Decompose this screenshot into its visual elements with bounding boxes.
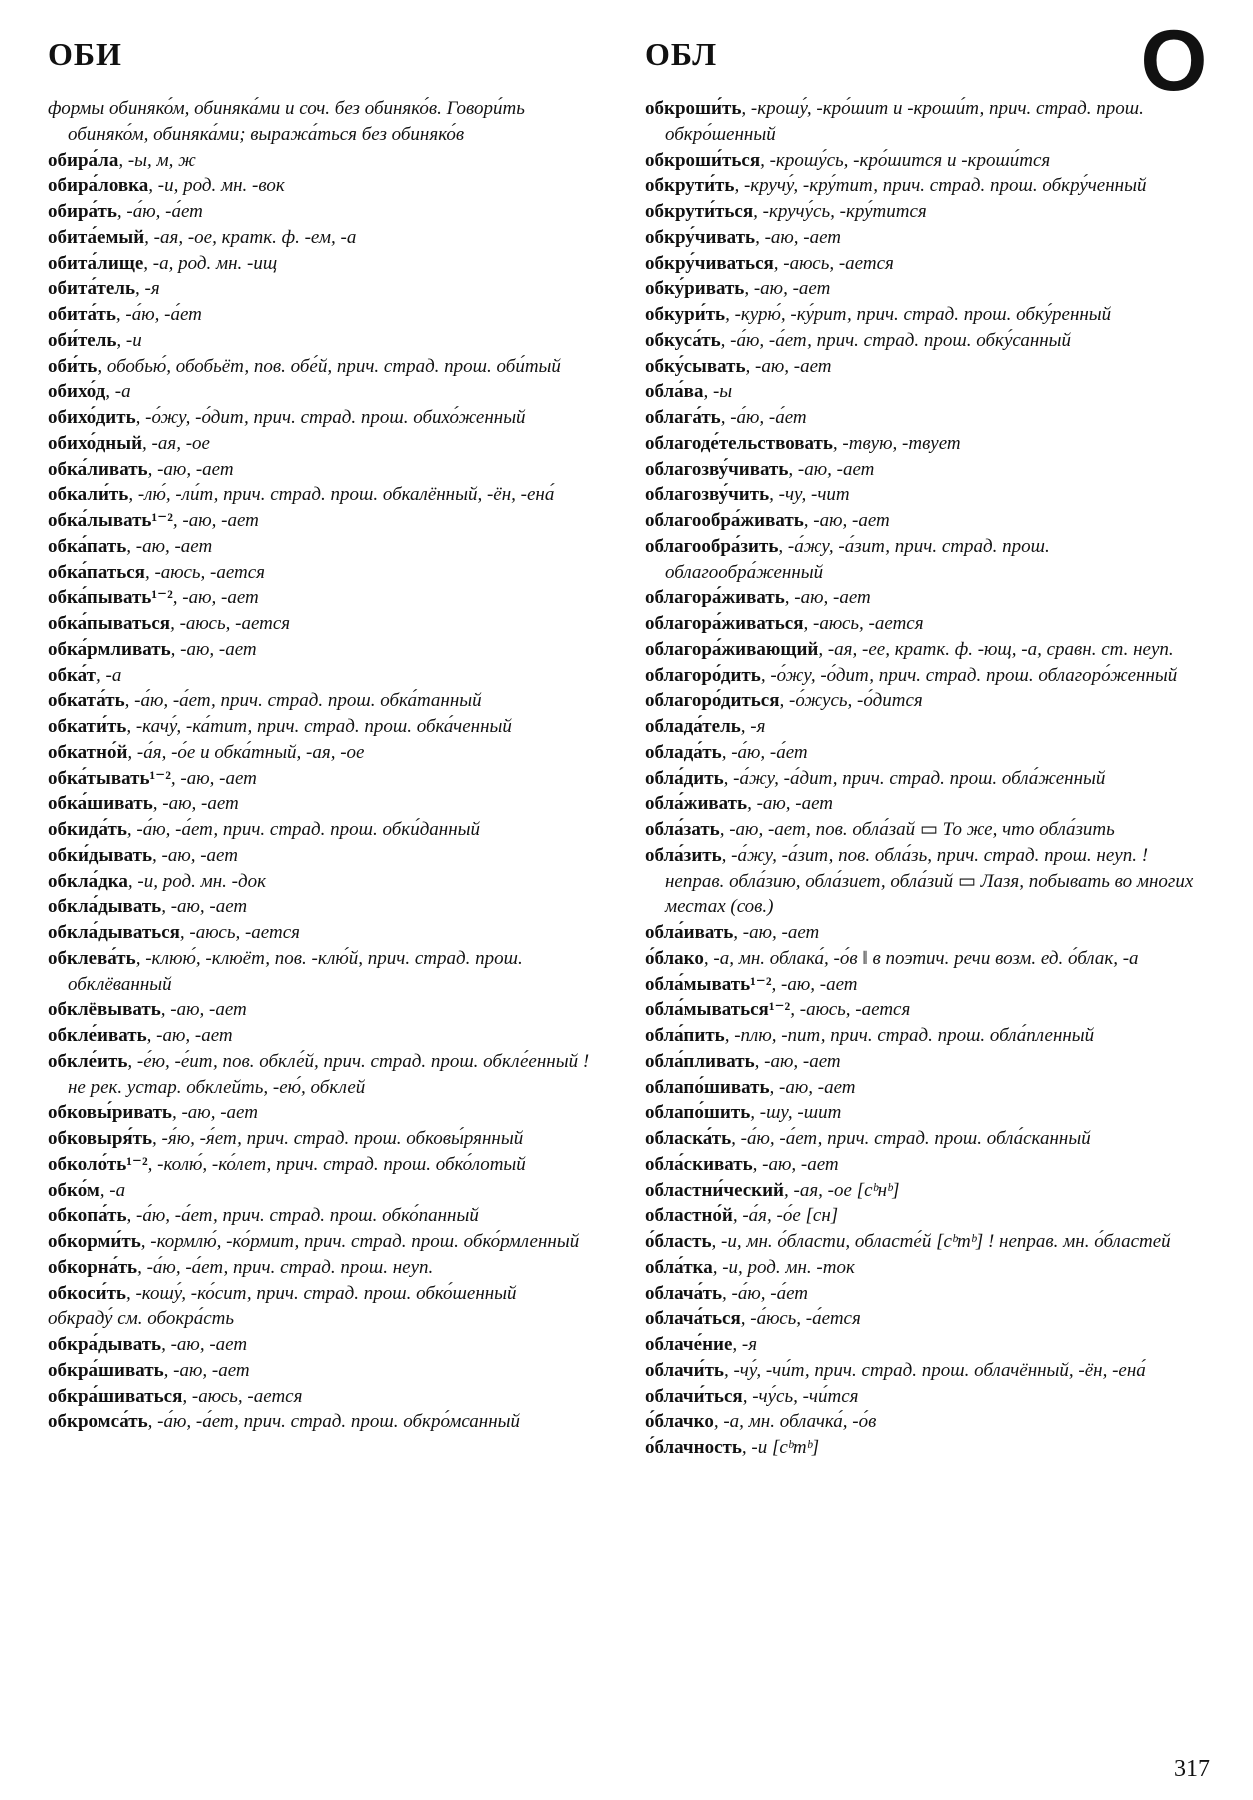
entry-forms: , -плю, -пит, прич. страд. прош. обла́пленный: [724, 1025, 1095, 1046]
dictionary-entry: [48, 225, 608, 251]
headword: обка́пываться: [48, 613, 171, 634]
dictionary-entry: [645, 96, 1205, 148]
entry-forms: , -аю, -ает: [172, 510, 259, 531]
headword: обка́паться: [48, 561, 145, 583]
headword: обката́ть: [48, 690, 125, 712]
entry-forms: , -и, род. мн. -вок: [148, 175, 285, 197]
dictionary-entry: [645, 766, 1205, 792]
entry-forms: , -и: [116, 329, 142, 351]
entry-forms: , -аюсь, -ается: [182, 1385, 303, 1407]
dictionary-entry: [645, 405, 1205, 431]
dictionary-entry: [645, 1409, 1205, 1435]
dictionary-entry: [48, 997, 608, 1023]
headword: обкра́дывать: [48, 1334, 162, 1355]
headword: обка́шивать: [48, 793, 153, 815]
headword: облагообра́живать: [645, 510, 804, 531]
headword: обира́ла: [48, 149, 119, 171]
entry-forms: , -твую, -твует: [832, 432, 961, 454]
dictionary-entry: [48, 1332, 608, 1358]
dictionary-entry: [48, 354, 608, 380]
headword: обкопа́ть: [48, 1205, 127, 1227]
dictionary-entry: [48, 585, 608, 611]
dictionary-entry: [48, 1409, 608, 1435]
dictionary-entry: [645, 199, 1205, 225]
dictionary-entry: [48, 817, 608, 843]
headword: обла́скивать: [645, 1153, 753, 1175]
dictionary-entry: [48, 1023, 608, 1049]
entry-forms: , -аю, -ает: [747, 793, 834, 815]
entry-forms: , -крошу́, -кро́шит и -кроши́т, прич. страд. прош. обкро́шенный: [665, 98, 1144, 145]
entry-forms: , -ая, -ое, кратк. ф. -ем, -а: [144, 226, 357, 248]
entry-forms: , -а́ю, -а́ет, прич. страд. прош. обки́данный: [126, 819, 481, 840]
entry-forms: , -аю, -ает: [172, 587, 259, 609]
dictionary-entry: [48, 1384, 608, 1410]
dictionary-entry: [48, 869, 608, 895]
section-letter: О: [1140, 13, 1208, 109]
headword: облаче́ние: [645, 1334, 733, 1355]
headword: обкру́чиваться: [645, 252, 774, 274]
headword: оби́ть: [48, 355, 98, 377]
entry-forms: , -ая, -ее, кратк. ф. -ющ, -а, сравн. ст. неуп.: [818, 638, 1174, 660]
headword: облада́тель: [645, 716, 741, 737]
entry-forms: , обобью́, обобьёт, пов. обе́й, прич. страд. прош. оби́тый: [97, 355, 561, 377]
entry-forms: , -чу́сь, -чи́тся: [742, 1385, 859, 1407]
entry-forms: , -аю, -ает: [788, 458, 875, 480]
headword: облапо́шить: [645, 1102, 751, 1124]
entry-forms: , -шу, -шит: [750, 1102, 842, 1124]
entry-forms: , -аю, -ает: [147, 458, 234, 480]
headword: обка́пывать¹⁻²: [48, 587, 173, 609]
entry-forms: , -а́ю, -а́ет: [722, 1282, 808, 1304]
headword: обковыря́ть: [48, 1128, 153, 1149]
headword: обкали́ть: [48, 484, 129, 506]
dictionary-entry: [48, 766, 608, 792]
entry-forms: , -а́я, -о́е [сн]: [732, 1205, 839, 1227]
entry-forms: , -курю́, -ку́рит, прич. страд. прош. обку́ренный: [725, 304, 1112, 325]
entry-forms: , -ы: [703, 381, 733, 403]
entry-forms: , -аю, -ает: [755, 226, 842, 248]
entry-forms: , -а́я, -о́е и обка́тный, -ая, -ое: [127, 741, 365, 763]
entry-forms: , -о́жу, -о́дит, прич. страд. прош. облагоро́женный: [760, 664, 1178, 686]
entry-forms: , -аюсь, -ается: [144, 561, 266, 583]
dictionary-entry: [645, 482, 1205, 508]
headword: обкла́дывать: [48, 896, 162, 918]
headword: обкра́шивать: [48, 1359, 164, 1381]
headword: обира́ловка: [48, 175, 149, 197]
headword: обклева́ть: [48, 947, 136, 969]
dictionary-entry: [645, 1229, 1205, 1255]
dictionary-entry: [645, 1152, 1205, 1178]
dictionary-entry: [48, 791, 608, 817]
dictionary-entry: [645, 1358, 1205, 1384]
headword: облагора́живаться: [645, 613, 804, 634]
dictionary-entry: [48, 843, 608, 869]
headword: обкроши́ться: [645, 149, 761, 171]
headword: обкроши́ть: [645, 98, 742, 119]
dictionary-entry: [48, 431, 608, 457]
dictionary-entry: [48, 688, 608, 714]
dictionary-entry: [645, 1023, 1205, 1049]
headword: о́блако: [645, 947, 704, 969]
headword: обка́тывать¹⁻²: [48, 767, 171, 789]
entry-forms: , -чу́, -чи́т, прич. страд. прош. облачённый, -ён, -ена́: [723, 1359, 1146, 1381]
dictionary-entry: [645, 585, 1205, 611]
dictionary-entry: [48, 946, 608, 998]
dictionary-entry: [645, 791, 1205, 817]
headword: обкрути́ться: [645, 201, 754, 222]
dictionary-entry: [48, 1126, 608, 1152]
entry-forms: , -аю, -ает: [170, 638, 257, 660]
entry-forms: , -а, мн. облачка́, -о́в: [713, 1411, 877, 1433]
headword: обла́пить: [645, 1025, 725, 1046]
entry-forms: , -кручу́сь, -кру́тится: [753, 201, 927, 222]
dictionary-entry: [645, 1332, 1205, 1358]
entry-forms: , -я: [740, 716, 766, 737]
entry-forms: , -клюю́, -клюёт, пов. -клю́й, прич. страд. прош. обклёванный: [68, 947, 523, 995]
dictionary-entry: [48, 379, 608, 405]
headword: обла́зать: [645, 819, 720, 840]
headword: обкатно́й: [48, 741, 128, 763]
headword: облапо́шивать: [645, 1076, 770, 1098]
headword: облагозву́чивать: [645, 458, 789, 480]
entry-forms: , -ая, -ое [сᵇнᵇ]: [784, 1179, 900, 1201]
headword: обласка́ть: [645, 1128, 732, 1149]
dictionary-entry: [645, 843, 1205, 920]
headword: обихо́д: [48, 381, 106, 403]
headword: обку́ривать: [645, 278, 745, 300]
dictionary-entry: [645, 457, 1205, 483]
entry-forms: , -аю, -ает: [170, 767, 257, 789]
entry-forms: , -и, род. мн. -док: [127, 870, 266, 892]
entry-forms: , -а: [96, 664, 122, 686]
headword: о́бласть: [645, 1231, 712, 1252]
entry-forms: , -аюсь, -ается: [179, 922, 300, 943]
headword: обка́пать: [48, 535, 127, 557]
dictionary-entry: [48, 457, 608, 483]
headword: обкури́ть: [645, 304, 726, 325]
headword: обкоси́ть: [48, 1282, 126, 1304]
dictionary-entry: [645, 1049, 1205, 1075]
dictionary-entry: [48, 173, 608, 199]
dictionary-entry: [645, 1384, 1205, 1410]
entry-forms: , -аюсь, -ается: [170, 613, 291, 634]
entry-forms: , -лю́, -ли́т, прич. страд. прош. обкалённый, -ён, -ена́: [128, 484, 555, 506]
dictionary-entry: [48, 405, 608, 431]
headword: обка́рмливать: [48, 638, 171, 660]
dictionary-entry: [645, 354, 1205, 380]
entry-forms: , -аю, -ает: [752, 1153, 839, 1175]
entry-forms: , -а, род. мн. -ищ: [143, 252, 278, 274]
dictionary-entry: [48, 1306, 608, 1332]
entry-forms: , -и, мн. о́бласти, областе́й [сᵇтᵇ] ! неправ. мн. о́бластей: [711, 1231, 1171, 1252]
dictionary-entry: [48, 663, 608, 689]
entry-forms: , -крошу́сь, -кро́шится и -кроши́тся: [760, 149, 1051, 171]
headword: обкра́шиваться: [48, 1385, 183, 1407]
headword: обла́тка: [645, 1256, 713, 1278]
entry-forms: , -аю, -ает: [784, 587, 871, 609]
dictionary-entry: [645, 1281, 1205, 1307]
dictionary-entry: [48, 199, 608, 225]
entry-forms: , -а́жу, -а́дит, прич. страд. прош. обла́женный: [723, 767, 1106, 789]
dictionary-entry: [48, 1358, 608, 1384]
headword: обита́лище: [48, 252, 144, 274]
headword: обкорна́ть: [48, 1256, 138, 1278]
dictionary-entry: [645, 1100, 1205, 1126]
headword: облача́ть: [645, 1282, 723, 1304]
entry-forms: , -а́ю, -а́ет, прич. страд. прош. обкро́мсанный: [147, 1411, 521, 1433]
entry-forms: , -о́жу, -о́дит, прич. страд. прош. обихо́женный: [135, 407, 526, 428]
entry-forms: , -аю, -ает: [745, 355, 832, 377]
headword: облагора́живать: [645, 587, 785, 609]
dictionary-entry: [645, 972, 1205, 998]
entry-forms: , -а́ю, -а́ет, прич. страд. прош. неуп.: [137, 1256, 434, 1278]
headword: обковы́ривать: [48, 1102, 172, 1124]
entry-forms: , -аю, -ает: [171, 1102, 258, 1124]
dictionary-entry: [48, 251, 608, 277]
headword: обкати́ть: [48, 716, 127, 737]
entry-forms: , -кормлю́, -ко́рмит, прич. страд. прош. обко́рмленный: [140, 1231, 580, 1252]
headword: областно́й: [645, 1205, 733, 1227]
entry-forms: , -о́жусь, -о́дится: [779, 690, 923, 712]
headword: обита́ть: [48, 304, 116, 325]
entry-forms: , -аю, -ает: [146, 1025, 233, 1046]
headword: облагоро́диться: [645, 690, 780, 712]
dictionary-entry: [48, 714, 608, 740]
dictionary-entry: [48, 740, 608, 766]
headword: обклёвывать: [48, 999, 161, 1021]
headword: обла́ивать: [645, 922, 734, 943]
dictionary-entry: [48, 637, 608, 663]
dictionary-entry: [48, 276, 608, 302]
dictionary-entry: [48, 148, 608, 174]
entry-forms: , -аю, -ает: [126, 535, 213, 557]
entry-forms: , -а: [105, 381, 131, 403]
dictionary-entry: [645, 251, 1205, 277]
entry-forms: , -а́жу, -а́зит, пов. обла́зь, прич. страд. прош. неуп. ! неправ. обла́зию, обла́зиет, обла́зий ▭ Лазя, побывать во многих местах (сов.): [665, 844, 1194, 918]
headword: обла́пливать: [645, 1050, 755, 1072]
headword: областни́ческий: [645, 1179, 785, 1201]
entry-forms: , -и, род. мн. -ток: [712, 1256, 855, 1278]
entry-forms: , -аю, -ает: [803, 510, 890, 531]
entry-forms: , -аю, -ает: [161, 1334, 248, 1355]
left-column: [48, 96, 608, 1435]
dictionary-entry: [48, 1152, 608, 1178]
dictionary-entry: [645, 688, 1205, 714]
headword: обкле́ить: [48, 1050, 128, 1072]
dictionary-entry: [645, 173, 1205, 199]
entry-forms: , -аю, -ает: [769, 1076, 856, 1098]
headword: обкла́дываться: [48, 922, 180, 943]
dictionary-entry: [645, 534, 1205, 586]
dictionary-entry: [645, 302, 1205, 328]
headword: облада́ть: [645, 741, 722, 763]
entry-forms: , -и [сᵇтᵇ]: [741, 1437, 820, 1458]
headword: обка́лывать¹⁻²: [48, 510, 173, 531]
headword: обихо́дить: [48, 407, 136, 428]
headword: облага́ть: [645, 407, 721, 428]
entry-forms: , -кручу́, -кру́тит, прич. страд. прош. обкру́ченный: [734, 175, 1147, 197]
entry-forms: , -ая, -ое: [142, 432, 210, 454]
headword: облагоде́тельствовать: [645, 432, 833, 454]
dictionary-entry: [645, 1306, 1205, 1332]
headword: обки́дывать: [48, 844, 152, 866]
entry-forms: , -а́ю, -а́ет: [115, 304, 202, 325]
headword: обкорми́ть: [48, 1231, 141, 1252]
dictionary-entry: [48, 560, 608, 586]
entry-forms: , -а́ю, -а́ет, прич. страд. прош. обла́сканный: [731, 1128, 1091, 1149]
dictionary-entry: [48, 1178, 608, 1204]
entry-forms: , -аю, -ает: [161, 896, 248, 918]
dictionary-entry: [48, 1203, 608, 1229]
entry-forms: , -аю, -ает: [733, 922, 820, 943]
headword: обко́м: [48, 1179, 100, 1201]
headword: облагоро́дить: [645, 664, 761, 686]
dictionary-entry: [48, 1049, 608, 1101]
entry-forms: , -а́ю, -а́ет: [116, 201, 203, 222]
dictionary-entry: [48, 1281, 608, 1307]
headword: обкуса́ть: [645, 329, 721, 351]
headword: обла́живать: [645, 793, 748, 815]
dictionary-entry: [48, 611, 608, 637]
dictionary-entry: [48, 920, 608, 946]
dictionary-entry: [645, 946, 1205, 972]
headword: обла́мывать¹⁻²: [645, 973, 772, 995]
entry-forms: , -аюсь, -ается: [803, 613, 924, 634]
headword: обла́мываться¹⁻²: [645, 999, 791, 1021]
headword: обира́ть: [48, 201, 117, 222]
headword: обку́сывать: [645, 355, 746, 377]
entry-forms: , -аюсь, -ается: [790, 999, 911, 1021]
dictionary-entry: [645, 997, 1205, 1023]
entry-forms: , -я: [732, 1334, 758, 1355]
dictionary-entry: [645, 1178, 1205, 1204]
headword: обкла́дка: [48, 870, 128, 892]
entry-forms: , -а́юсь, -а́ется: [740, 1308, 861, 1330]
dictionary-entry: [645, 1075, 1205, 1101]
dictionary-entry: [48, 96, 608, 148]
entry-forms: , -а́ю, -а́ет, прич. страд. прош. обка́танный: [124, 690, 482, 712]
headword: облагозву́чить: [645, 484, 770, 506]
dictionary-entry: [48, 482, 608, 508]
entry-forms: , -чу, -чит: [769, 484, 850, 506]
entry-forms: , -я: [135, 278, 160, 300]
headword: обкру́чивать: [645, 226, 756, 248]
entry-forms: , -аю, -ает: [152, 844, 238, 866]
dictionary-entry: [645, 740, 1205, 766]
entry-forms: , -а́ю, -а́ет: [721, 741, 808, 763]
headword: обкромса́ть: [48, 1411, 148, 1433]
dictionary-entry: [645, 276, 1205, 302]
headword: облагора́живающий: [645, 638, 819, 660]
dictionary-entry: [48, 894, 608, 920]
headword: обколо́ть¹⁻²: [48, 1153, 148, 1175]
dictionary-entry: [48, 302, 608, 328]
entry-forms: , -ы, м, ж: [118, 149, 196, 171]
headword: облачи́ть: [645, 1359, 724, 1381]
headword: обита́тель: [48, 278, 135, 300]
headword: обкрути́ть: [645, 175, 735, 197]
dictionary-entry: [48, 1255, 608, 1281]
dictionary-entry: [645, 1126, 1205, 1152]
entry-forms: , -аюсь, -ается: [773, 252, 894, 274]
dictionary-entry: [48, 1229, 608, 1255]
headword: оби́тель: [48, 329, 117, 351]
entry-forms: , -кошу́, -ко́сит, прич. страд. прош. обко́шенный: [125, 1282, 517, 1304]
headword: облачи́ться: [645, 1385, 743, 1407]
dictionary-entry: [645, 637, 1205, 663]
right-guide-word: ОБЛ: [645, 36, 718, 72]
entry-forms: , -а: [99, 1179, 126, 1201]
headword: обка́т: [48, 664, 97, 686]
dictionary-entry: [645, 1435, 1205, 1461]
entry-forms: , -а, мн. облака́, -о́в ‖ в поэтич. речи возм. ед. о́блак, -а: [703, 947, 1139, 969]
headword: обка́ливать: [48, 458, 148, 480]
dictionary-entry: [48, 328, 608, 354]
page-number: 317: [1174, 1756, 1210, 1782]
dictionary-entry: [645, 663, 1205, 689]
dictionary-entry: [645, 1255, 1205, 1281]
headword: обкле́ивать: [48, 1025, 147, 1046]
entry-forms: , -аю, -ает: [163, 1359, 250, 1381]
dictionary-entry: [645, 508, 1205, 534]
right-column: [645, 96, 1205, 1461]
headword: обкида́ть: [48, 819, 127, 840]
entry-forms: , -колю́, -ко́лет, прич. страд. прош. обко́лотый: [147, 1153, 526, 1175]
dictionary-entry: [645, 920, 1205, 946]
entry-forms: , -а́ю, -а́ет: [720, 407, 807, 428]
headword: обла́дить: [645, 767, 724, 789]
dictionary-entry: [645, 225, 1205, 251]
entry-forms: , -аю, -ает: [744, 278, 831, 300]
dictionary-entry: [48, 1100, 608, 1126]
dictionary-entry: [645, 328, 1205, 354]
headword: обла́зить: [645, 844, 722, 866]
entry-continuation: формы обиняко́м, обиняка́ми и соч. без обиняко́в. Говори́ть обиняко́м, обиняка́ми; выража́ться без обиняко́в: [48, 98, 525, 145]
entry-forms: , -а́ю, -а́ет, прич. страд. прош. обку́санный: [720, 329, 1072, 351]
entry-forms: , -аю, -ает: [771, 973, 858, 995]
entry-forms: , -я́ю, -я́ет, прич. страд. прош. обковы́рянный: [152, 1128, 524, 1149]
entry-continuation: обкраду́ см. обокра́сть: [48, 1308, 235, 1330]
entry-forms: , -качу́, -ка́тит, прич. страд. прош. обка́ченный: [126, 716, 512, 737]
dictionary-entry: [48, 508, 608, 534]
headword: о́блачко: [645, 1411, 714, 1433]
entry-forms: , -аю, -ает: [160, 999, 247, 1021]
dictionary-entry: [645, 1203, 1205, 1229]
entry-forms: , -аю, -ает, пов. обла́зай ▭ То же, что обла́зить: [719, 819, 1115, 840]
dictionary-entry: [645, 431, 1205, 457]
dictionary-entry: [48, 534, 608, 560]
headword: о́блачность: [645, 1437, 742, 1458]
headword: обихо́дный: [48, 432, 143, 454]
entry-forms: , -а́ю, -а́ет, прич. страд. прош. обко́панный: [126, 1205, 479, 1227]
headword: обита́емый: [48, 226, 145, 248]
entry-forms: , -а́жу, -а́зит, прич. страд. прош. облагообра́женный: [665, 535, 1050, 583]
entry-forms: , -аю, -ает: [754, 1050, 841, 1072]
dictionary-entry: [645, 148, 1205, 174]
entry-forms: , -аю, -ает: [152, 793, 239, 815]
headword: облача́ться: [645, 1308, 741, 1330]
entry-forms: , -е́ю, -е́ит, пов. обкле́й, прич. страд. прош. обкле́енный ! не рек. устар. обклейть, -ею́, обклей: [68, 1050, 590, 1098]
dictionary-entry: [645, 611, 1205, 637]
dictionary-entry: [645, 817, 1205, 843]
dictionary-entry: [645, 379, 1205, 405]
left-guide-word: ОБИ: [48, 36, 122, 72]
headword: обла́ва: [645, 381, 704, 403]
dictionary-entry: [645, 714, 1205, 740]
headword: облагообра́зить: [645, 535, 779, 557]
